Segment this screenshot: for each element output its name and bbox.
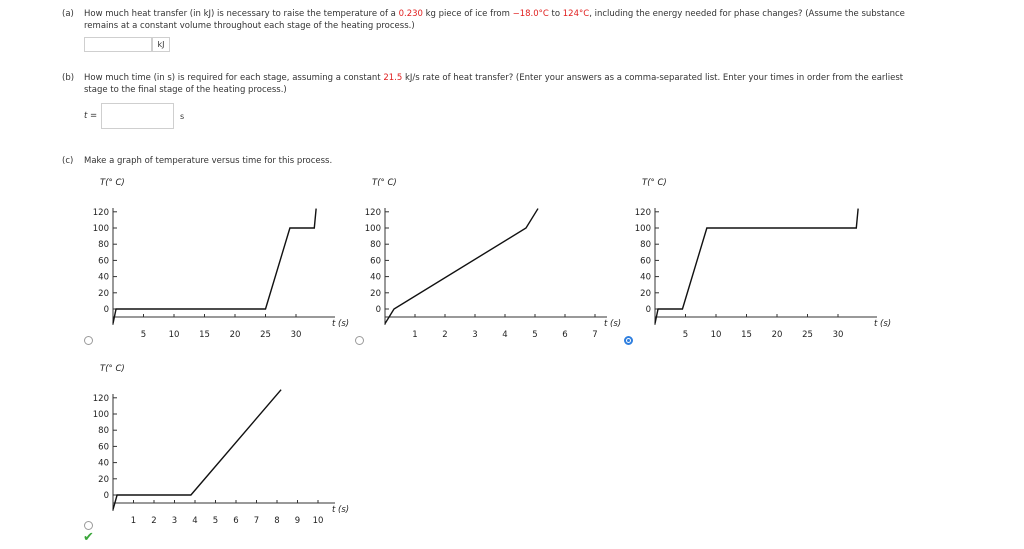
part-b-label: (b)	[62, 73, 75, 83]
kj-unit-label: kJ	[152, 37, 170, 52]
y-axis-title: T(° C)	[642, 178, 667, 188]
graph-option-3[interactable]	[612, 172, 902, 344]
start-temperature: −18.0°C	[512, 9, 549, 19]
y-tick-label: 100	[92, 410, 109, 420]
part-b-text-pre: How much time (in s) is required for each stage, assuming a constant	[84, 73, 384, 83]
x-tick-label: 10	[312, 516, 324, 526]
y-tick-label: 80	[98, 240, 109, 251]
part-b-question-line2: stage to the final stage of the heating process.)	[84, 85, 287, 95]
y-tick-label: 40	[98, 458, 109, 469]
y-tick-label: 80	[640, 240, 651, 251]
end-temperature: 124°C	[562, 9, 590, 19]
x-tick-label: 20	[771, 330, 783, 340]
x-tick-label: 15	[199, 330, 210, 340]
y-tick-label: 120	[634, 207, 651, 218]
x-tick-label: 5	[532, 330, 538, 340]
x-tick-label: 5	[212, 516, 219, 526]
x-tick-label: 10	[710, 330, 722, 340]
graph-option-1[interactable]	[70, 172, 360, 344]
y-axis-title: T(° C)	[100, 364, 125, 374]
x-tick-label: 4	[192, 516, 198, 526]
part-a-text-post: , including the energy needed for phase changes? (Assume the substance	[589, 9, 905, 19]
y-tick-label: 80	[98, 426, 109, 437]
x-tick-label: 30	[832, 330, 844, 340]
y-tick-label: 120	[92, 393, 109, 404]
y-tick-label: 20	[98, 474, 109, 485]
x-tick-label: 1	[412, 330, 418, 340]
y-tick-label: 0	[103, 305, 109, 315]
part-b-question	[84, 72, 1014, 84]
x-tick-label: 7	[253, 516, 260, 526]
x-tick-label: 4	[502, 330, 508, 340]
x-tick-label: 5	[140, 330, 147, 340]
part-a-text-mid2: to	[548, 9, 563, 19]
y-tick-label: 80	[370, 240, 381, 251]
part-a-text-mid1: kg piece of ice from	[422, 9, 513, 19]
y-tick-label: 40	[98, 272, 109, 283]
part-a-question-line2: remains at a constant volume throughout each stage of the heating process.)	[84, 21, 415, 31]
graph-option-4-radio[interactable]	[84, 521, 93, 530]
y-tick-label: 60	[370, 256, 381, 267]
x-tick-label: 25	[260, 330, 271, 340]
x-tick-label: 3	[171, 516, 178, 526]
time-input-label: t =	[84, 111, 98, 121]
x-tick-label: 2	[151, 516, 157, 526]
x-axis-title: t (s)	[874, 319, 892, 329]
x-tick-label: 10	[168, 330, 180, 340]
part-a-text-pre: How much heat transfer (in kJ) is necessary to raise the temperature of a	[84, 9, 399, 19]
x-tick-label: 9	[294, 516, 301, 526]
part-c-question: Make a graph of temperature versus time for this process.	[84, 156, 333, 166]
y-tick-label: 0	[375, 305, 381, 315]
stage-times-input[interactable]	[101, 103, 174, 129]
x-tick-label: 8	[274, 516, 280, 526]
y-tick-label: 20	[640, 288, 651, 299]
part-c-label: (c)	[62, 156, 74, 166]
temperature-series-line	[113, 209, 316, 324]
y-tick-label: 40	[640, 272, 651, 283]
ice-mass: 0.230	[398, 9, 423, 19]
x-tick-label: 6	[233, 516, 239, 526]
x-tick-label: 15	[741, 330, 752, 340]
y-tick-label: 20	[98, 288, 109, 299]
y-tick-label: 100	[364, 224, 381, 234]
y-tick-label: 20	[370, 288, 381, 299]
x-tick-label: 6	[562, 330, 568, 340]
y-tick-label: 100	[92, 224, 109, 234]
y-tick-label: 60	[640, 256, 651, 267]
x-tick-label: 1	[130, 516, 137, 526]
y-axis-title: T(° C)	[100, 178, 125, 188]
x-axis-title: t (s)	[604, 319, 622, 329]
graph-option-1-radio[interactable]	[84, 336, 93, 345]
x-tick-label: 2	[442, 330, 448, 340]
x-tick-label: 20	[229, 330, 241, 340]
part-a-label: (a)	[62, 9, 74, 19]
x-tick-label: 5	[682, 330, 689, 340]
correct-check-icon: ✔	[83, 530, 94, 545]
x-axis-title: t (s)	[332, 505, 350, 515]
x-tick-label: 30	[290, 330, 302, 340]
y-tick-label: 120	[92, 207, 109, 218]
y-axis-title: T(° C)	[372, 178, 397, 188]
temperature-series-line	[113, 390, 281, 510]
temperature-series-line	[385, 209, 538, 324]
y-tick-label: 60	[98, 256, 109, 267]
graph-option-3-radio[interactable]	[624, 336, 633, 345]
y-tick-label: 40	[370, 272, 381, 283]
graph-option-2-radio[interactable]	[355, 336, 364, 345]
part-a-question	[84, 8, 1014, 20]
x-tick-label: 3	[472, 330, 478, 340]
seconds-unit-label: s	[180, 112, 185, 121]
graph-option-4[interactable]	[70, 358, 360, 530]
graph-option-2[interactable]	[342, 172, 632, 344]
x-tick-label: 25	[802, 330, 813, 340]
x-tick-label: 7	[592, 330, 598, 340]
y-tick-label: 0	[645, 305, 651, 315]
y-tick-label: 120	[364, 207, 381, 218]
temperature-series-line	[655, 209, 858, 324]
heat-rate: 21.5	[383, 73, 403, 83]
x-axis-title: t (s)	[332, 319, 350, 329]
y-tick-label: 60	[98, 442, 109, 453]
heat-transfer-input[interactable]	[84, 37, 152, 52]
y-tick-label: 100	[634, 224, 651, 234]
y-tick-label: 0	[103, 491, 109, 501]
part-b-text-post: kJ/s rate of heat transfer? (Enter your answers as a comma-separated list. Enter your times in order from the earliest	[402, 73, 904, 83]
